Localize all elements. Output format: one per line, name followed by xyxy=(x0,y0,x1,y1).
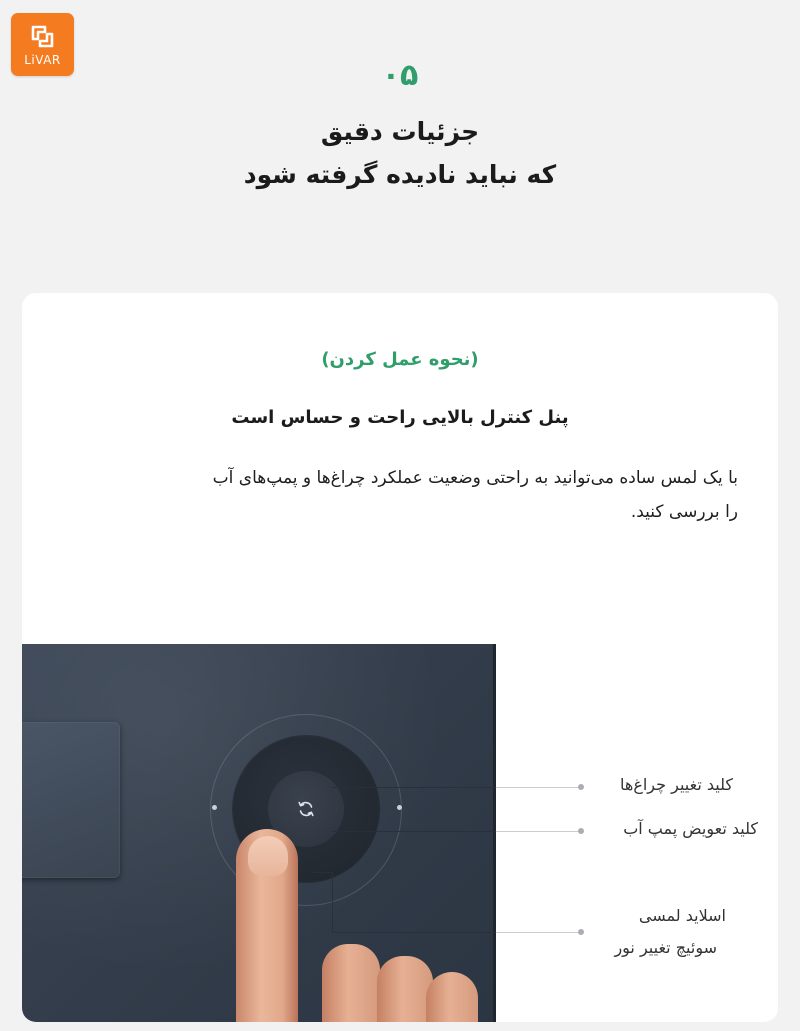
callout-light-switch-key: کلید تغییر چراغ‌ها xyxy=(620,775,733,794)
card-subtitle: (نحوه عمل کردن) xyxy=(321,349,479,370)
card-heading: پنل کنترل بالایی راحت و حساس است xyxy=(231,407,569,428)
callout-line xyxy=(312,872,332,873)
section-number: ۰۵ xyxy=(381,58,419,93)
callout-line xyxy=(332,787,496,788)
callout-line xyxy=(332,831,496,832)
callout-touch-slider: اسلاید لمسی xyxy=(638,906,726,925)
callout-dot xyxy=(578,828,584,834)
indicator-dot xyxy=(212,805,217,810)
livar-logo-icon xyxy=(30,24,55,49)
callout-light-switch: سوئیچ تغییر نور xyxy=(614,938,717,957)
card-description-line-1: با یک لمس ساده می‌توانید به راحتی وضعیت عملکرد چراغ‌ها و پمپ‌های آب xyxy=(212,468,738,488)
feature-card xyxy=(22,293,778,1022)
finger-knuckle xyxy=(322,944,380,1022)
indicator-dot xyxy=(397,805,402,810)
card-description xyxy=(62,461,738,529)
callout-line xyxy=(332,872,333,932)
callout-line xyxy=(496,831,580,832)
callout-line xyxy=(496,932,580,933)
callout-dot xyxy=(578,784,584,790)
product-control-panel-image xyxy=(22,644,496,1022)
side-panel xyxy=(22,722,120,878)
page-title-line-1: جزئیات دقیق xyxy=(320,117,480,146)
page-title-line-2: که نباید نادیده گرفته شود xyxy=(243,160,557,189)
finger-knuckle xyxy=(377,956,433,1022)
callout-line xyxy=(332,932,496,933)
brand-logo-text: LiVAR xyxy=(24,53,61,67)
refresh-icon xyxy=(296,799,316,819)
callout-water-pump-key: کلید تعویض پمپ آب xyxy=(623,819,758,838)
callout-line xyxy=(496,787,580,788)
card-description-line-2: را بررسی کنید. xyxy=(630,502,738,522)
product-edge xyxy=(493,644,496,1022)
callout-dot xyxy=(578,929,584,935)
fingernail xyxy=(248,836,288,876)
finger-knuckle xyxy=(426,972,478,1022)
